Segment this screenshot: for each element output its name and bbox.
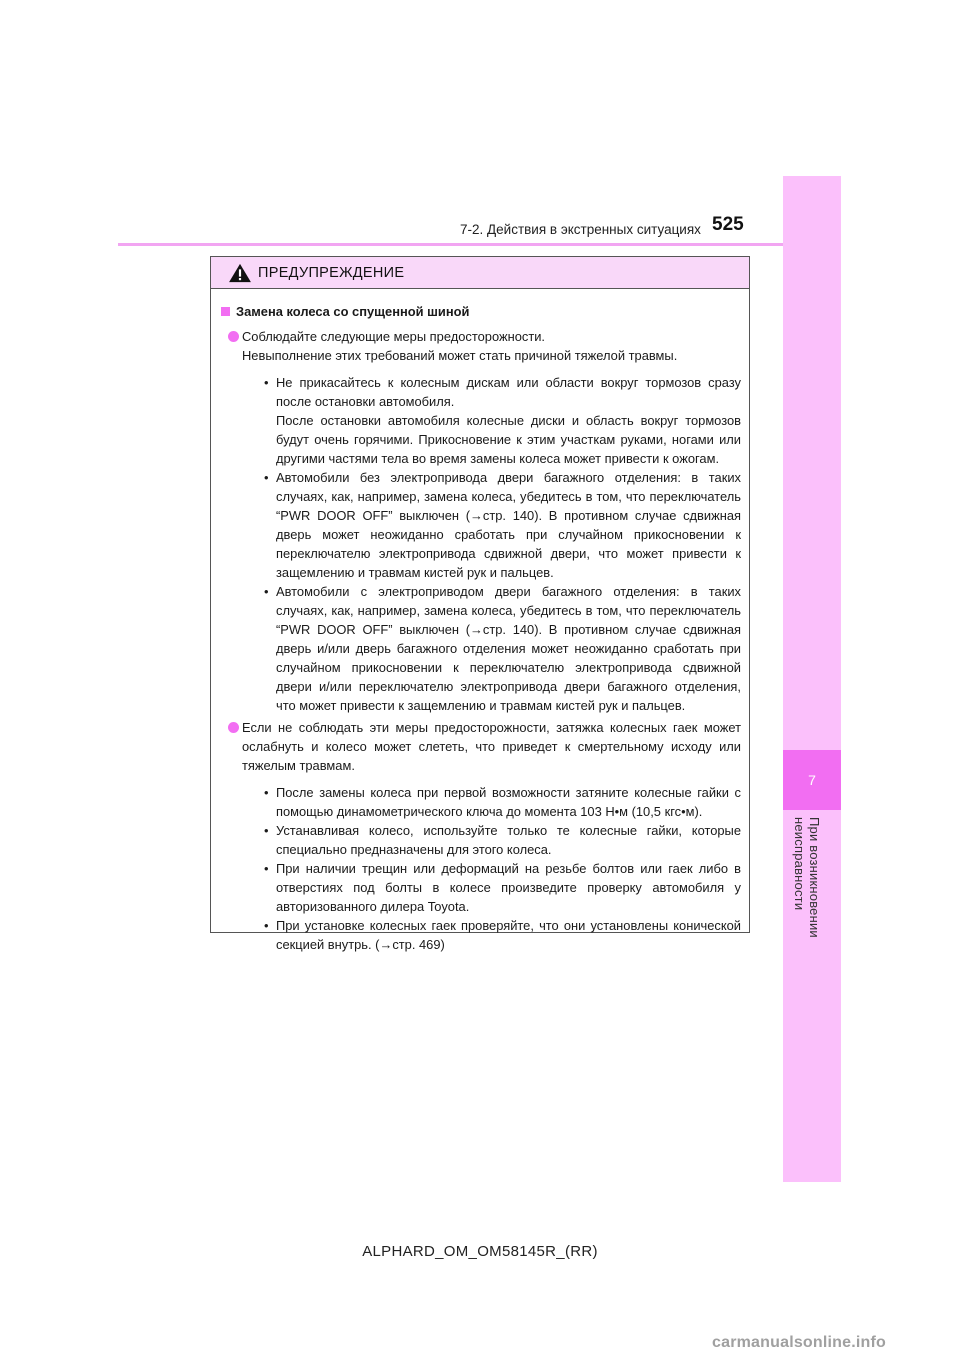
bullet-circle-icon <box>228 331 239 342</box>
bullet-item <box>220 327 741 715</box>
sub-list-item: • Автомобили с электроприводом двери багажного отделения: в таких случаях, как, например, замена колеса, убедитесь в том, что переключатель “PWR DOOR OFF” выключен (→стр. 140). В противном случае сдвижная дверь и/или дверь багажного отделения может неожиданно сработать при случайном прикосновении к переключателю электропривода сдвижной двери и/или переключателю электропривода двери багажного отделения, что может привести к защемлению и травмам кистей рук и пальцев. <box>264 584 741 713</box>
bullet-text: Невыполнение этих требований может стать причиной тяжелой травмы. <box>242 348 678 363</box>
bullet-circle-icon <box>228 722 239 733</box>
manual-code: ALPHARD_OM_OM58145R_(RR) <box>362 1243 598 1260</box>
sub-list-item: • Не прикасайтесь к колесным дискам или области вокруг тормозов сразу после остановки автомобиля. После остановки автомобиля колесные диски и область вокруг тормозов будут очень горячими. Прикосновение к этим участкам руками, ногами или другими частями тела во время замены колеса может привести к ожогам. <box>264 375 741 466</box>
section-title: 7-2. Действия в экстренных ситуациях <box>460 222 701 237</box>
sub-list <box>242 373 741 715</box>
sub-list-item: • Автомобили без электропривода двери багажного отделения: в таких случаях, как, например, замена колеса, убедитесь в том, что переключатель “PWR DOOR OFF” выключен (→стр. 140). В противном случае сдвижная дверь может неожиданно сработать при случайном прикосновении к переключателю электропривода сдвижной двери, что может привести к защемлению и травмам кистей рук и пальцев. <box>264 470 741 580</box>
sub-list <box>242 783 741 954</box>
sub-list-item: • Устанавливая колесо, используйте только те колесные гайки, которые специально предназначены для этого колеса. <box>264 823 741 857</box>
bullet-text: Соблюдайте следующие меры предосторожности. <box>242 329 546 344</box>
bullet-item <box>220 718 741 954</box>
chapter-number: 7 <box>783 750 841 810</box>
header-divider <box>118 243 783 246</box>
page-number: 525 <box>712 214 744 235</box>
warning-header <box>211 257 749 289</box>
sub-list-item: • После замены колеса при первой возможности затяните колесные гайки с помощью динамометрического ключа до момента 103 Н•м (10,5 кгс•м). <box>264 785 741 819</box>
warning-title: ПРЕДУПРЕЖДЕНИЕ <box>258 264 405 281</box>
warning-heading-text: Замена колеса со спущенной шиной <box>236 304 470 319</box>
sub-item-text: При наличии трещин или деформаций на резьбе болтов или гаек либо в отверстиях под болты в колесе произведите проверку автомобиля у авторизованного дилера Toyota. <box>276 861 741 914</box>
warning-heading <box>220 302 741 321</box>
square-marker-icon <box>221 307 230 316</box>
chapter-side-tab <box>783 176 841 1182</box>
sub-list-item: • При наличии трещин или деформаций на резьбе болтов или гаек либо в отверстиях под болты в колесе произведите проверку автомобиля у авторизованного дилера Toyota. <box>264 861 741 914</box>
bullet-text: Если не соблюдать эти меры предосторожности, затяжка колесных гаек может ослабнуть и колесо может слететь, что приведет к смертельному исходу или тяжелым травмам. <box>242 720 741 773</box>
sub-item-text: Автомобили с электроприводом двери багажного отделения: в таких случаях, как, например, замена колеса, убедитесь в том, что переключатель “PWR DOOR OFF” выключен (→стр. 140). В противном случае сдвижная дверь и/или дверь багажного отделения может неожиданно сработать при случайном прикосновении к переключателю электропривода сдвижной двери и/или переключателю электропривода двери багажного отделения, что может привести к защемлению и травмам кистей рук и пальцев. <box>276 584 741 713</box>
sub-item-text: Автомобили без электропривода двери багажного отделения: в таких случаях, как, например, замена колеса, убедитесь в том, что переключатель “PWR DOOR OFF” выключен (→стр. 140). В противном случае сдвижная дверь может неожиданно сработать при случайном прикосновении к переключателю электропривода сдвижной двери, что может привести к защемлению и травмам кистей рук и пальцев. <box>276 470 741 580</box>
sub-list-item: • При установке колесных гаек проверяйте, что они установлены конической секцией внутрь. (→стр. 469) <box>264 918 741 952</box>
sub-item-text: После остановки автомобиля колесные диски и область вокруг тормозов будут очень горячими. Прикосновение к этим участкам руками, ногами или другими частями тела во время замены колеса может привести к ожогам. <box>276 413 741 466</box>
sub-item-text: Устанавливая колесо, используйте только те колесные гайки, которые специально предназначены для этого колеса. <box>276 823 741 857</box>
sub-item-text: Не прикасайтесь к колесным дискам или области вокруг тормозов сразу после остановки автомобиля. <box>276 375 741 409</box>
warning-box <box>210 256 750 952</box>
watermark: carmanualsonline.info <box>712 1334 887 1351</box>
warning-content <box>211 289 749 954</box>
sub-item-text: При установке колесных гаек проверяйте, что они установлены конической секцией внутрь. (→стр. 469) <box>276 918 741 952</box>
sub-item-text: После замены колеса при первой возможности затяните колесные гайки с помощью динамометрического ключа до момента 103 Н•м (10,5 кгс•м). <box>276 785 741 819</box>
chapter-label: При возникновении неисправности <box>792 817 822 938</box>
warning-triangle-icon <box>227 263 253 283</box>
